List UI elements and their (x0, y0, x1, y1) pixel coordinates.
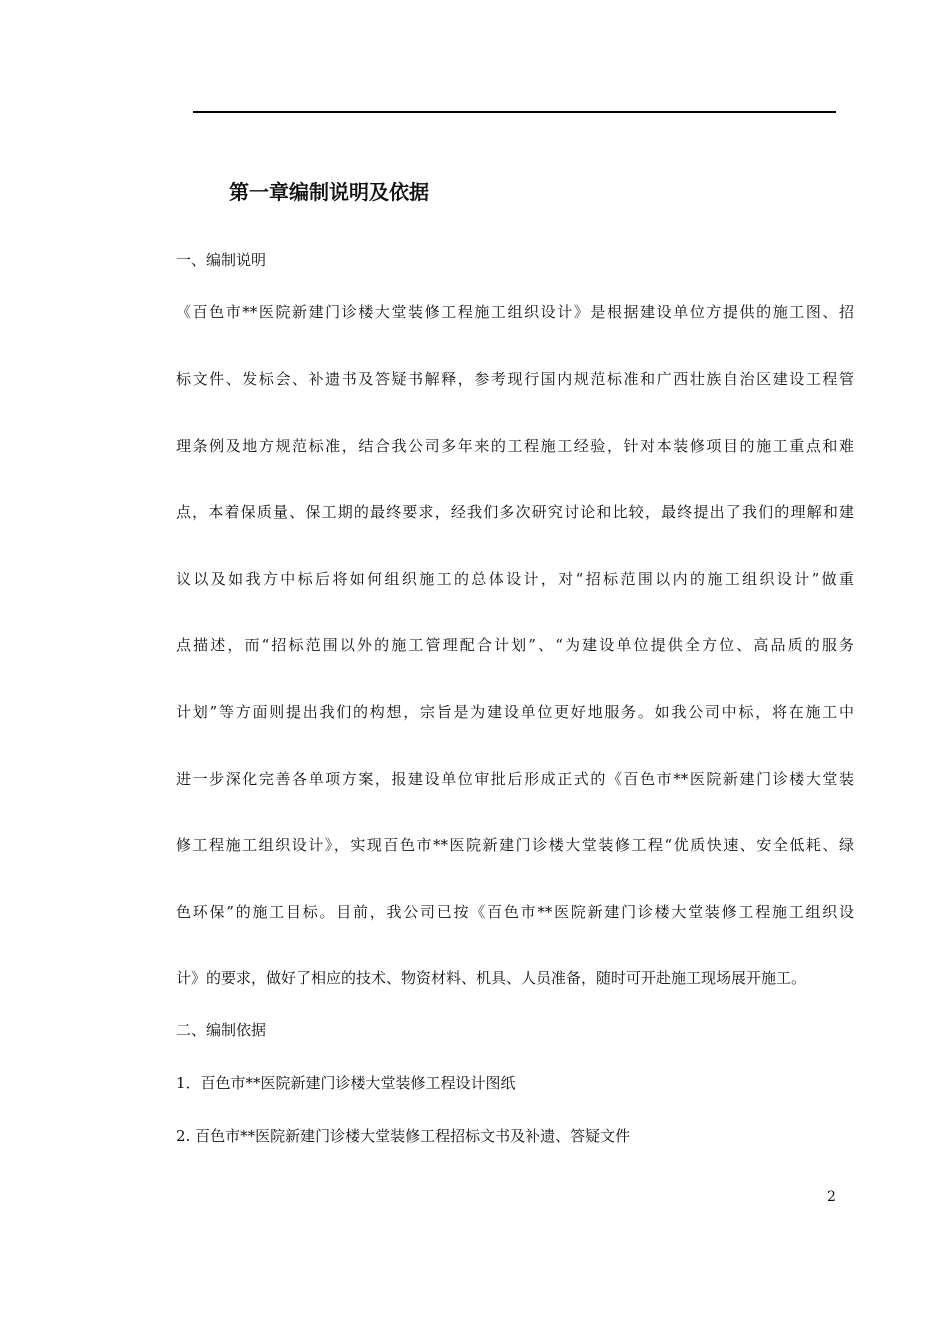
list-item-basis-2: 2. 百色市**医院新建门诊楼大堂装修工程招标文书及补遗、答疑文件 (176, 1127, 631, 1145)
list-item-basis-1: 1．百色市**医院新建门诊楼大堂装修工程设计图纸 (176, 1074, 516, 1092)
paragraph-line: 点描述，而“招标范围以外的施工管理配合计划”、“为建设单位提供全方位、高品质的服务 (176, 636, 854, 654)
paragraph-line: 修工程施工组织设计》，实现百色市**医院新建门诊楼大堂装修工程“优质快速、安全低耗、绿 (176, 836, 854, 854)
paragraph-line: 进一步深化完善各单项方案，报建设单位审批后形成正式的《百色市**医院新建门诊楼大堂装 (176, 770, 854, 788)
section-heading-explanation: 一、编制说明 (176, 251, 267, 269)
section-heading-basis: 二、编制依据 (176, 1021, 267, 1039)
paragraph-line: 色环保”的施工目标。目前，我公司已按《百色市**医院新建门诊楼大堂装修工程施工组织设 (176, 903, 854, 921)
chapter-title: 第一章编制说明及依据 (229, 180, 429, 204)
header-rule (193, 111, 836, 113)
paragraph-line: 《百色市**医院新建门诊楼大堂装修工程施工组织设计》是根据建设单位方提供的施工图、招 (176, 303, 854, 321)
paragraph-line: 计划”等方面则提出我们的构想，宗旨是为建设单位更好地服务。如我公司中标，将在施工中 (176, 703, 854, 721)
paragraph-line: 计》的要求，做好了相应的技术、物资材料、机具、人员准备，随时可开赴施工现场展开施工。 (176, 969, 807, 987)
paragraph-line: 理条例及地方规范标准，结合我公司多年来的工程施工经验，针对本装修项目的施工重点和难 (176, 437, 854, 455)
paragraph-line: 标文件、发标会、补遗书及答疑书解释，参考现行国内规范标准和广西壮族自治区建设工程管 (176, 370, 854, 388)
paragraph-line: 点，本着保质量、保工期的最终要求，经我们多次研究讨论和比较，最终提出了我们的理解和建 (176, 503, 854, 521)
paragraph-line: 议以及如我方中标后将如何组织施工的总体设计，对“招标范围以内的施工组织设计”做重 (176, 570, 854, 588)
page-number: 2 (827, 1189, 836, 1205)
